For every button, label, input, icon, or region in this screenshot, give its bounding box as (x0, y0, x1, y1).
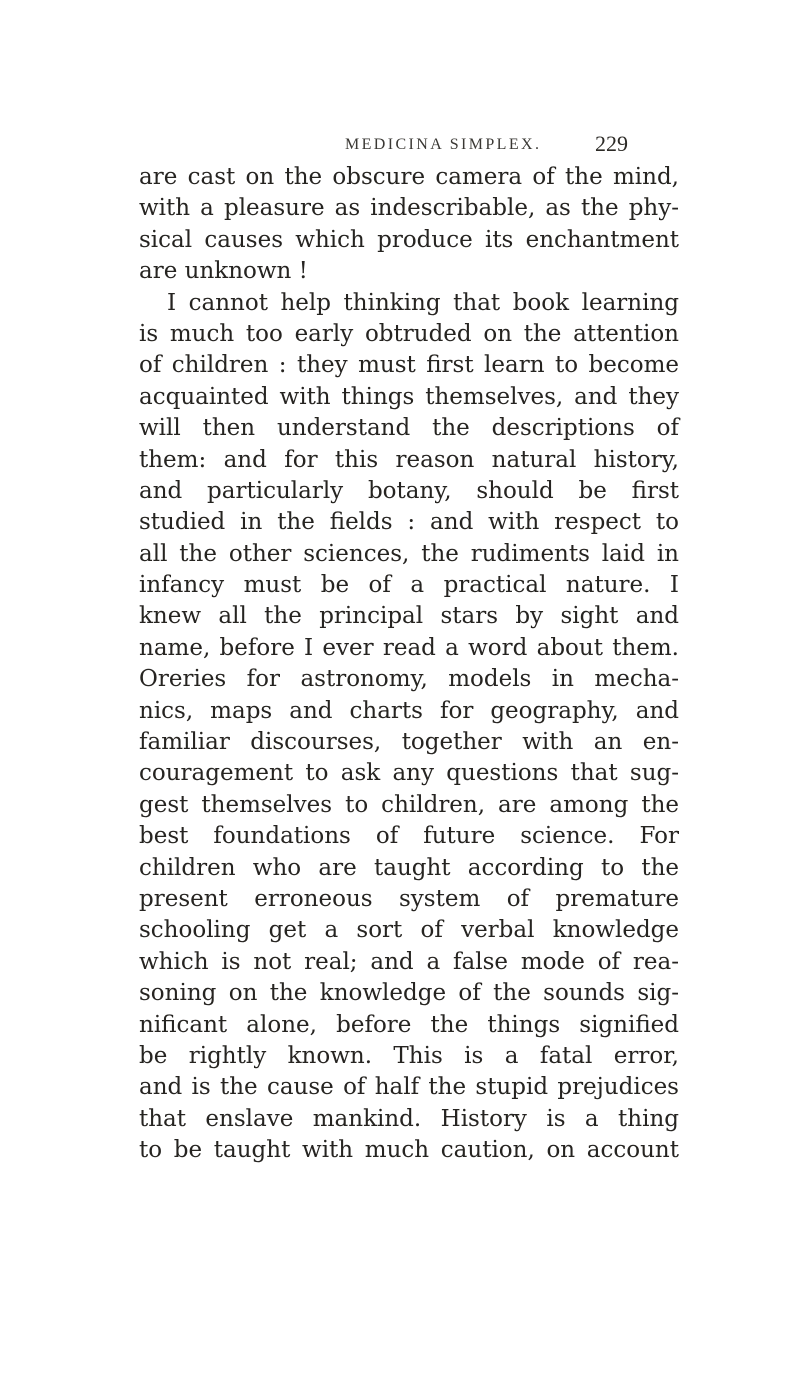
text-line: and particularly botany, should be first (139, 477, 679, 504)
text-line: be rightly known. This is a fatal error, (139, 1042, 679, 1069)
page-number: 229 (595, 131, 628, 156)
text-line: couragement to ask any questions that sug- (139, 760, 679, 787)
text-line: knew all the principal stars by sight and (139, 603, 679, 630)
text-line: soning on the knowledge of the sounds sig- (139, 980, 679, 1007)
text-line: best foundations of future science. For (139, 823, 679, 850)
text-line: I cannot help thinking that book learning (167, 289, 679, 316)
text-line: with a pleasure as indescribable, as the phy- (139, 195, 679, 222)
text-line: is much too early obtruded on the attention (139, 320, 679, 347)
text-line: to be taught with much caution, on account (139, 1137, 679, 1164)
text-line: infancy must be of a practical nature. I (139, 572, 679, 599)
text-line: that enslave mankind. History is a thing (139, 1105, 679, 1132)
text-line: will then understand the descriptions of (139, 415, 679, 442)
page-header (0, 131, 800, 160)
text-line: them: and for this reason natural history, (139, 446, 679, 473)
text-line: studied in the fields : and with respect to (139, 509, 679, 536)
text-line: sical causes which produce its enchantment (139, 226, 679, 253)
text-line: present erroneous system of premature (139, 885, 679, 912)
text-line: all the other sciences, the rudiments laid in (139, 540, 679, 567)
text-line: Oreries for astronomy, models in mecha- (139, 666, 679, 693)
text-line: children who are taught according to the (139, 854, 679, 881)
text-line: acquainted with things themselves, and they (139, 383, 679, 410)
text-line: nics, maps and charts for geography, and (139, 697, 679, 724)
running-head: MEDICINA SIMPLEX. (345, 136, 542, 153)
text-line: gest themselves to children, are among the (139, 791, 679, 818)
text-line: familiar discourses, together with an en- (139, 729, 679, 756)
text-line: and is the cause of half the stupid prejudices (139, 1074, 679, 1101)
text-line: are unknown ! (139, 258, 308, 285)
text-line: are cast on the obscure camera of the mind, (139, 164, 679, 190)
text-line: nificant alone, before the things signified (139, 1011, 679, 1038)
body-text (139, 162, 679, 1167)
text-line: schooling get a sort of verbal knowledge (139, 917, 679, 944)
text-line: of children : they must first learn to become (139, 352, 679, 379)
text-line: name, before I ever read a word about them. (139, 634, 679, 661)
text-line: which is not real; and a false mode of rea- (139, 948, 679, 975)
